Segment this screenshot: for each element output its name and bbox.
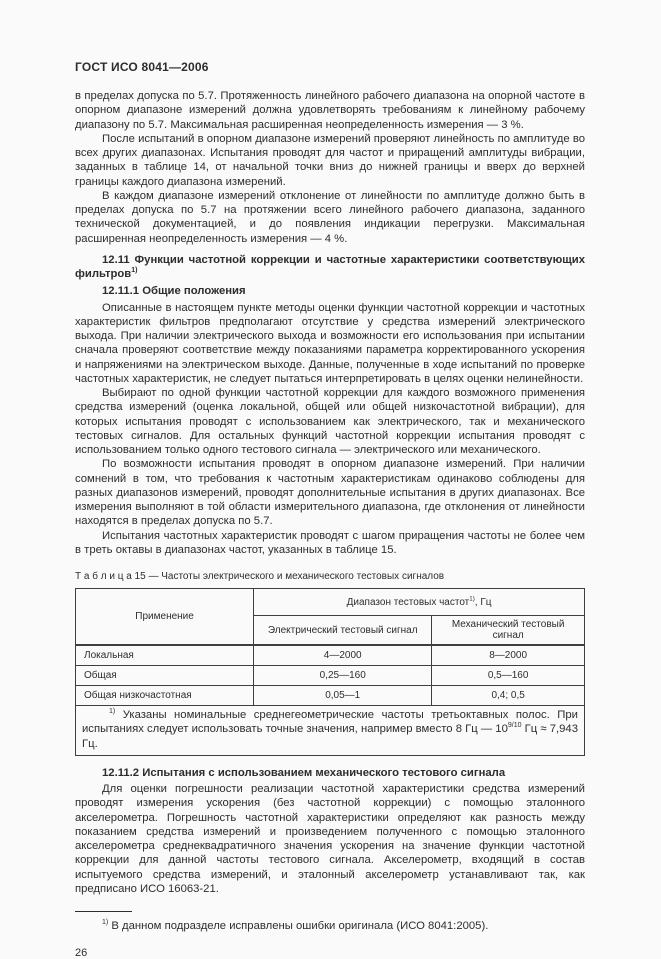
column-header-application: Применение xyxy=(76,589,254,646)
paragraph-weighting-selection: Выбирают по одной функции частотной коррекции для каждого возможного применения средства измерений (оценка локальной, общей или общей низкочастотной вибрации), для которых испытания проводят с использованием как электрического, так и механического тестовых сигналов. Для остальных функций частотной коррекции испытания проводят с использованием только одного тестового сигнала — электрического или механического. xyxy=(75,387,585,456)
column-header-frequency-range xyxy=(254,589,585,616)
table-footnote xyxy=(82,708,578,751)
frequency-range-label: Диапазон тестовых частот xyxy=(346,596,470,608)
paragraph-mechanical-test-signal: Для оценки погрешности реализации частотной характеристики средства измерений проводят измерения ускорения (без частотной коррекции) с помощью эталонного акселерометра. Погрешность частотной характеристики определяют как разность между показанием средства измерений и произведением полученного с помощью эталонного акселерометра среднеквадратичного значения ускорения на значение функции частотной коррекции для данной частоты тестового сигнала. Акселерометр, входящий в состав испытуемого средства измерений, и эталонный акселерометр устанавливают так, как предписано ИСО 16063-21. xyxy=(75,783,585,895)
table-row-local xyxy=(76,645,585,666)
cell-application: Общая низкочастотная xyxy=(76,686,254,706)
paragraph-linearity-tolerance: в пределах допуска по 5.7. Протяженность линейного рабочего диапазона на опорной частоте в опорном диапазоне измерений должна удовлетворять требованиям к линейному рабочему диапазону по 5.7. Максимальная расширенная неопределенность измерения — 3 %. xyxy=(75,90,585,131)
table-15 xyxy=(75,588,585,756)
column-header-electrical-signal: Электрический тестовый сигнал xyxy=(254,616,432,646)
column-header-mechanical-signal: Механический тестовый сигнал xyxy=(432,616,585,646)
table-row-general xyxy=(76,666,585,686)
cell-application: Общая xyxy=(76,666,254,686)
running-header: ГОСТ ИСО 8041—2006 xyxy=(75,60,209,74)
frequency-range-unit: , Гц xyxy=(474,596,492,608)
section-heading-12-11-1: 12.11.1 Общие положения xyxy=(102,285,246,298)
cell-electrical-range: 0,25—160 xyxy=(254,666,432,686)
exponent-nine-tenths: 9/10 xyxy=(507,722,522,730)
paragraph-each-range: В каждом диапазоне измерений отклонение от линейности по амплитуде должно быть в пределах допуска по 5.7 на протяжении всего линейного рабочего диапазона, заданного технической документацией, и до появления индикации перегрузки. Максимальная расширенная неопределенность измерения — 4 %. xyxy=(75,189,585,245)
section-heading-12-11-2: 12.11.2 Испытания с использованием механического тестового сигнала xyxy=(102,766,506,779)
cell-mechanical-range: 8—2000 xyxy=(432,645,585,666)
paragraph-third-octave-step: Испытания частотных характеристик проводят с шагом приращения частоты не более чем в треть октавы в диапазонах частот, указанных в таблице 15. xyxy=(75,529,585,556)
footnote-marker-ref: 1) xyxy=(469,595,475,603)
page-body xyxy=(75,89,585,959)
page-footnote-text: В данном подразделе исправлены ошибки оригинала (ИСО 8041:2005). xyxy=(108,920,489,932)
cell-electrical-range: 0,05—1 xyxy=(254,686,432,706)
table-row-general-low-frequency xyxy=(76,686,585,706)
cell-application: Локальная xyxy=(76,645,254,666)
footnote-separator-rule xyxy=(75,911,132,912)
table-footnote-cell xyxy=(76,706,585,756)
cell-mechanical-range: 0,5—160 xyxy=(432,666,585,686)
section-heading-12-11-text: 12.11 Функции частотной коррекции и частотные характеристики соответствующих фильтров xyxy=(75,253,585,280)
table-footnote-text-1: Указаны номинальные среднегеометрические частоты третьоктавных полос. При испытаниях следует использовать точные значения, например вместо 8 Гц — 10 xyxy=(82,709,578,736)
section-heading-12-11 xyxy=(75,253,585,282)
paragraph-reference-range: По возможности испытания проводят в опорном диапазоне измерений. При наличии сомнений в том, что требования к частотным характеристикам одинаково соблюдены для разных диапазонов измерений, проводят дополнительные испытания в других диапазонах. Все измерения выполняют в той области измерительного диапазона, где отклонения от линейности находятся в пределах допуска по 5.7. xyxy=(75,458,585,528)
table-footnote-text-2: Гц ≈ 7,943 Гц. xyxy=(82,723,578,750)
footnote-marker: 1) xyxy=(109,708,116,716)
footnote-marker-ref: 1) xyxy=(131,267,138,275)
table-header-row-span xyxy=(76,589,585,616)
cell-electrical-range: 4—2000 xyxy=(254,645,432,666)
paragraph-after-tests: После испытаний в опорном диапазоне измерений проверяют линейность по амплитуде во всех других диапазонах. Испытания проводят для частот и приращений амплитуды вибрации, заданных в таблице 14, от начальной точки вниз до нижней границы и вверх до верхней границы каждого диапазона измерений. xyxy=(75,132,585,188)
page-number: 26 xyxy=(75,947,88,959)
page-footnote xyxy=(75,919,585,933)
footnote-marker: 1) xyxy=(102,919,109,927)
table-footnote-row xyxy=(76,706,585,756)
cell-mechanical-range: 0,4; 0,5 xyxy=(432,686,585,706)
table-15-caption: Т а б л и ц а 15 — Частоты электрического и механического тестовых сигналов xyxy=(75,571,445,582)
paragraph-general-methods: Описанные в настоящем пункте методы оценки функции частотной коррекции и частотных характеристик фильтров предполагают отсутствие у средства измерений электрического выхода. При наличии электрического выхода и возможности его использования при испытании сначала проверяют соответствие между показаниями параметра корректированного ускорения и напряжениями на электрическом выходе. Данные, полученные в ходе испытаний по проверке частотных характеристик, не следует пытаться интерпретировать в целях оценки нелинейности. xyxy=(75,301,585,385)
